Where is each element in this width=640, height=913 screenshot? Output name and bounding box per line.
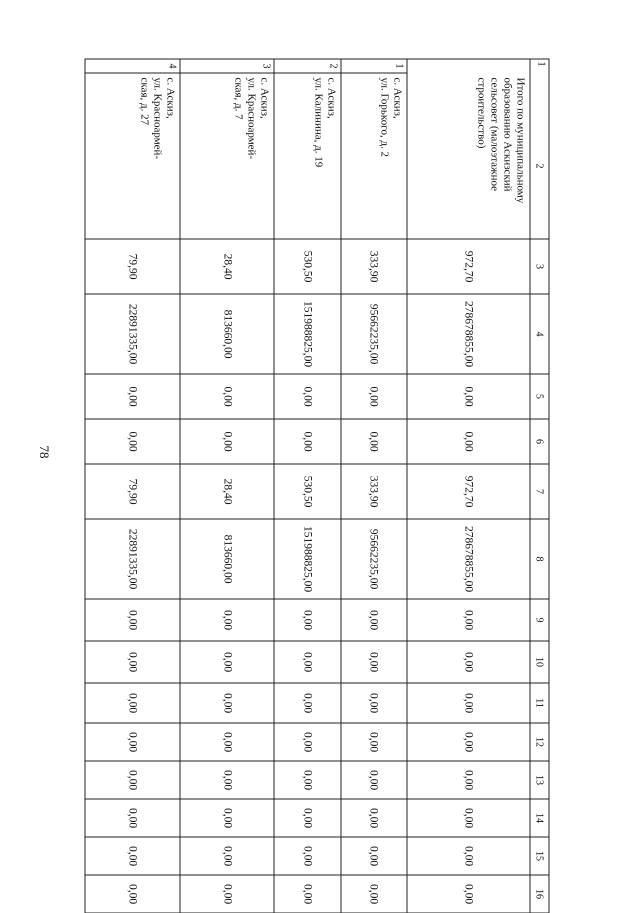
value-cell: 333,90 [341, 464, 407, 519]
value-cell: 0,00 [85, 374, 180, 419]
value-cell: 278678855,00 [407, 519, 530, 599]
address-cell [180, 59, 275, 239]
value-cell: 0,00 [274, 641, 340, 683]
value-cell: 0,00 [407, 641, 530, 683]
value-cell: 0,00 [180, 799, 275, 837]
rotated-table-container [85, 58, 550, 904]
row-index [407, 59, 529, 73]
address-text: с. Аскиз, ул. Горького, д. 2 [378, 77, 404, 157]
value-cell: 0,00 [85, 419, 180, 464]
value-cell: 0,00 [274, 723, 340, 761]
value-cell: 0,00 [85, 761, 180, 799]
value-cell: 0,00 [341, 374, 407, 419]
column-number-cell: 3 [530, 239, 549, 294]
column-number-cell: 12 [530, 723, 549, 761]
column-number-cell: 8 [530, 519, 549, 599]
value-cell: 0,00 [341, 641, 407, 683]
value-cell: 0,00 [85, 599, 180, 641]
table-row [407, 59, 530, 913]
value-cell: 0,00 [274, 837, 340, 875]
value-cell: 0,00 [341, 799, 407, 837]
value-cell: 0,00 [407, 599, 530, 641]
table-row [85, 59, 180, 913]
value-cell: 972,70 [407, 239, 530, 294]
value-cell: 0,00 [180, 683, 275, 723]
row-index: 2 [275, 59, 340, 73]
value-cell: 278678855,00 [407, 294, 530, 374]
column-number-cell: 7 [530, 464, 549, 519]
value-cell: 95662235,00 [341, 294, 407, 374]
column-number-cell: 14 [530, 799, 549, 837]
value-cell: 151988825,00 [274, 519, 340, 599]
value-cell: 0,00 [180, 419, 275, 464]
column-number-cell: 9 [530, 599, 549, 641]
column-number: 2 [534, 163, 545, 168]
value-cell: 0,00 [180, 837, 275, 875]
value-cell: 0,00 [341, 599, 407, 641]
column-number: 1 [535, 61, 547, 66]
column-number-cell: 6 [530, 419, 549, 464]
table-row [274, 59, 340, 913]
address-cell [407, 59, 530, 239]
value-cell: 79,90 [85, 464, 180, 519]
value-cell: 28,40 [180, 464, 275, 519]
value-cell: 22891335,00 [85, 519, 180, 599]
value-cell: 813660,00 [180, 294, 275, 374]
value-cell: 0,00 [180, 641, 275, 683]
value-cell: 0,00 [180, 599, 275, 641]
value-cell: 0,00 [274, 599, 340, 641]
value-cell: 95662235,00 [341, 519, 407, 599]
column-number-cell: 15 [530, 837, 549, 875]
value-cell: 0,00 [341, 419, 407, 464]
value-cell: 0,00 [274, 683, 340, 723]
value-cell: 0,00 [180, 761, 275, 799]
value-cell: 530,50 [274, 239, 340, 294]
value-cell: 0,00 [341, 837, 407, 875]
value-cell: 0,00 [407, 875, 530, 913]
value-cell: 0,00 [274, 875, 340, 913]
value-cell: 0,00 [85, 837, 180, 875]
value-cell: 0,00 [85, 875, 180, 913]
value-cell: 0,00 [85, 723, 180, 761]
value-cell: 0,00 [407, 723, 530, 761]
table-row [341, 59, 407, 913]
row-index: 3 [180, 59, 274, 73]
value-cell: 333,90 [341, 239, 407, 294]
address-text: с. Аскиз, ул. Красноармей- ская, д. 27 [138, 77, 177, 159]
value-cell: 0,00 [274, 374, 340, 419]
address-cell [274, 59, 340, 239]
column-number-cell: 5 [530, 374, 549, 419]
column-number-cell: 16 [530, 875, 549, 913]
value-cell: 0,00 [407, 761, 530, 799]
value-cell: 972,70 [407, 464, 530, 519]
value-cell: 0,00 [274, 761, 340, 799]
row-index: 4 [86, 59, 180, 73]
value-cell: 0,00 [85, 799, 180, 837]
value-cell: 0,00 [407, 837, 530, 875]
value-cell: 0,00 [180, 374, 275, 419]
table-row [180, 59, 275, 913]
value-cell: 0,00 [341, 761, 407, 799]
column-number-row [530, 59, 549, 913]
column-number-cell: 11 [530, 683, 549, 723]
value-cell: 0,00 [341, 875, 407, 913]
value-cell: 0,00 [180, 723, 275, 761]
address-cell [341, 59, 407, 239]
address-text: с. Аскиз, ул. Калинина, д. 19 [312, 77, 338, 167]
column-number-cell [530, 59, 549, 239]
value-cell: 0,00 [85, 641, 180, 683]
value-cell: 22891335,00 [85, 294, 180, 374]
row-index: 1 [341, 59, 406, 73]
page-number: 78 [37, 445, 52, 459]
value-cell: 813660,00 [180, 519, 275, 599]
value-cell: 28,40 [180, 239, 275, 294]
value-cell: 0,00 [180, 875, 275, 913]
column-number-cell: 10 [530, 641, 549, 683]
housing-register-table [85, 58, 550, 913]
value-cell: 0,00 [407, 683, 530, 723]
address-cell [85, 59, 180, 239]
address-text: с. Аскиз, ул. Красноармей- ская, д. 7 [232, 77, 271, 159]
value-cell: 0,00 [407, 799, 530, 837]
value-cell: 79,90 [85, 239, 180, 294]
column-number-cell: 4 [530, 294, 549, 374]
value-cell: 0,00 [274, 419, 340, 464]
value-cell: 0,00 [274, 799, 340, 837]
address-text: Итого по муниципальному образованию Аскизский сельсовет (малоэтажное строительство) [475, 77, 527, 203]
value-cell: 530,50 [274, 464, 340, 519]
value-cell: 0,00 [407, 374, 530, 419]
value-cell: 0,00 [341, 723, 407, 761]
value-cell: 0,00 [407, 419, 530, 464]
value-cell: 151988825,00 [274, 294, 340, 374]
column-number-cell: 13 [530, 761, 549, 799]
value-cell: 0,00 [341, 683, 407, 723]
value-cell: 0,00 [85, 683, 180, 723]
